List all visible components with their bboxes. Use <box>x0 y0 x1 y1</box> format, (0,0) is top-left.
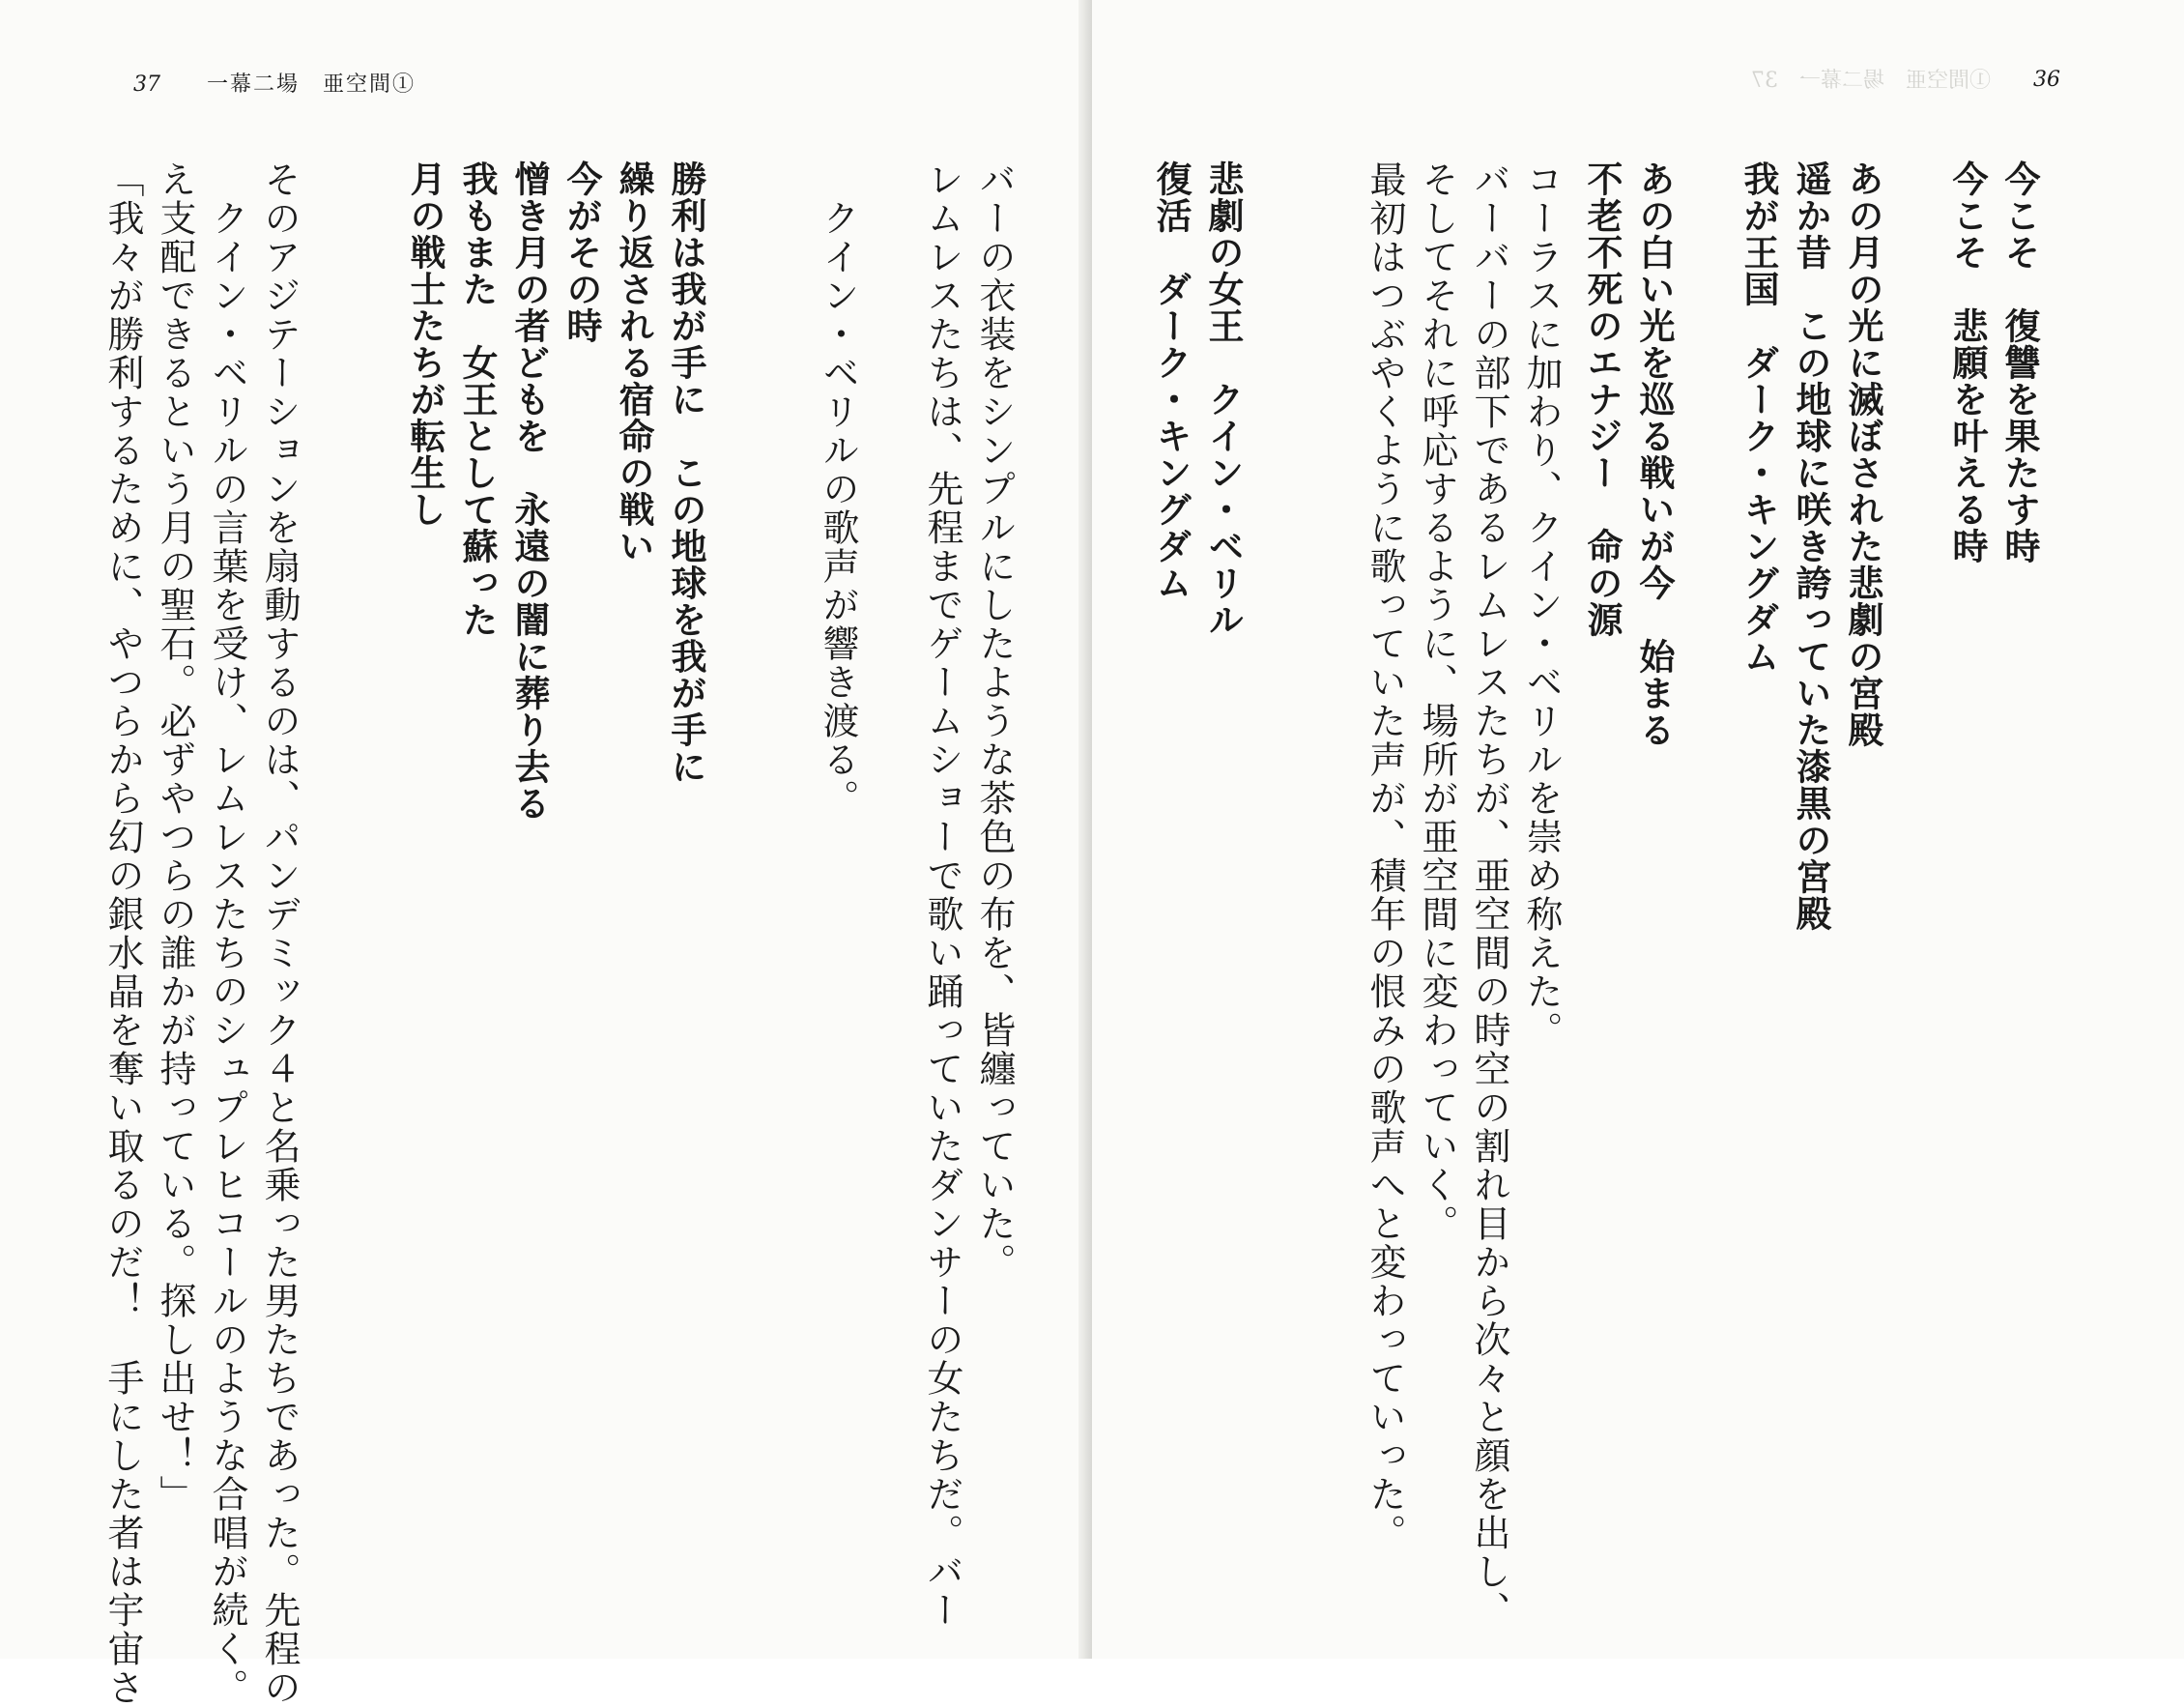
prose-line: コーラスに加わり、クイン・ベリルを崇め称えた。 <box>1520 160 1563 1050</box>
prose-line: クイン・ベリルの歌声が響き渡る。 <box>817 160 859 818</box>
show-through-header: ①間空亜 場二幕一 37 <box>1751 69 1991 93</box>
left-page-number: 37 <box>133 72 160 97</box>
lyric-line: 遥か昔 この地球に咲き誇っていた漆黒の宮殿 <box>1790 160 1831 932</box>
lyric-line: 今こそ 悲願を叶える時 <box>1946 160 1988 564</box>
prose-line: 「我々が勝利するために、やつらから幻の銀水晶を奪い取るのだ！ 手にした者は宇宙さ <box>101 160 144 1707</box>
prose-line: 最初はつぶやくように歌っていた声が、積年の恨みの歌声へと変わっていった。 <box>1364 160 1406 1552</box>
lyric-line: 憎き月の者どもを 永遠の闇に葬り去る <box>508 160 550 822</box>
prose-line: バーの衣装をシンプルにしたような茶色の布を、皆纏っていた。 <box>973 160 1016 1282</box>
lyric-line: 月の戦士たちが転生し <box>404 160 445 528</box>
prose-line: クイン・ベリルの言葉を受け、レムレスたちのシュプレヒコールのような合唱が続く。 <box>206 160 248 1707</box>
lyric-line: 繰り返される宿命の戦い <box>613 160 654 564</box>
lyric-line: 不老不死のエナジー 命の源 <box>1581 160 1623 638</box>
prose-line: バーバーの部下であるレムレスたちが、亜空間の時空の割れ目から次々と顔を出し、 <box>1468 160 1510 1630</box>
prose-line: そしてそれに呼応するように、場所が亜空間に変わっていく。 <box>1416 160 1458 1243</box>
lyric-line: 復活 ダーク・キングダム <box>1150 160 1192 601</box>
lyric-line: あの月の光に滅ぼされた悲劇の宮殿 <box>1842 160 1883 748</box>
left-header <box>133 68 416 98</box>
lyric-line: 今がその時 <box>560 160 602 344</box>
prose-line: そのアジテーションを扇動するのは、パンデミック４と名乗った男たちであった。先程の <box>258 160 301 1707</box>
right-header <box>2033 68 2060 92</box>
running-title: 一幕二場 亜空間① <box>207 72 417 97</box>
song-block-2 <box>398 160 711 1630</box>
right-page-number: 36 <box>2033 68 2060 92</box>
left-prose-block-1 <box>812 160 1020 1630</box>
right-page <box>1092 0 2184 1659</box>
chant-block <box>1144 160 1249 1630</box>
lyric-line: 我が王国 ダーク・キングダム <box>1738 160 1779 675</box>
lyric-line: 我もまた 女王として蘇った <box>456 160 498 638</box>
lyric-line: 今こそ 復讐を果たす時 <box>1998 160 2040 564</box>
right-prose-block <box>1359 160 1567 1630</box>
prose-line: レムレスたちは、先程までゲームショーで歌い踊っていたダンサーの女たちだ。バー <box>921 160 963 1630</box>
song-block-1 <box>1575 160 2045 1630</box>
left-prose-block-2 <box>97 160 305 1707</box>
prose-line: え支配できるという月の聖石。必ずやつらの誰かが持っている。探し出せ！」 <box>154 160 196 1514</box>
lyric-line: 悲劇の女王 クイン・ベリル <box>1202 160 1244 638</box>
lyric-line: 勝利は我が手に この地球を我が手に <box>665 160 706 785</box>
lyric-line: あの白い光を巡る戦いが今 始まる <box>1633 160 1675 748</box>
